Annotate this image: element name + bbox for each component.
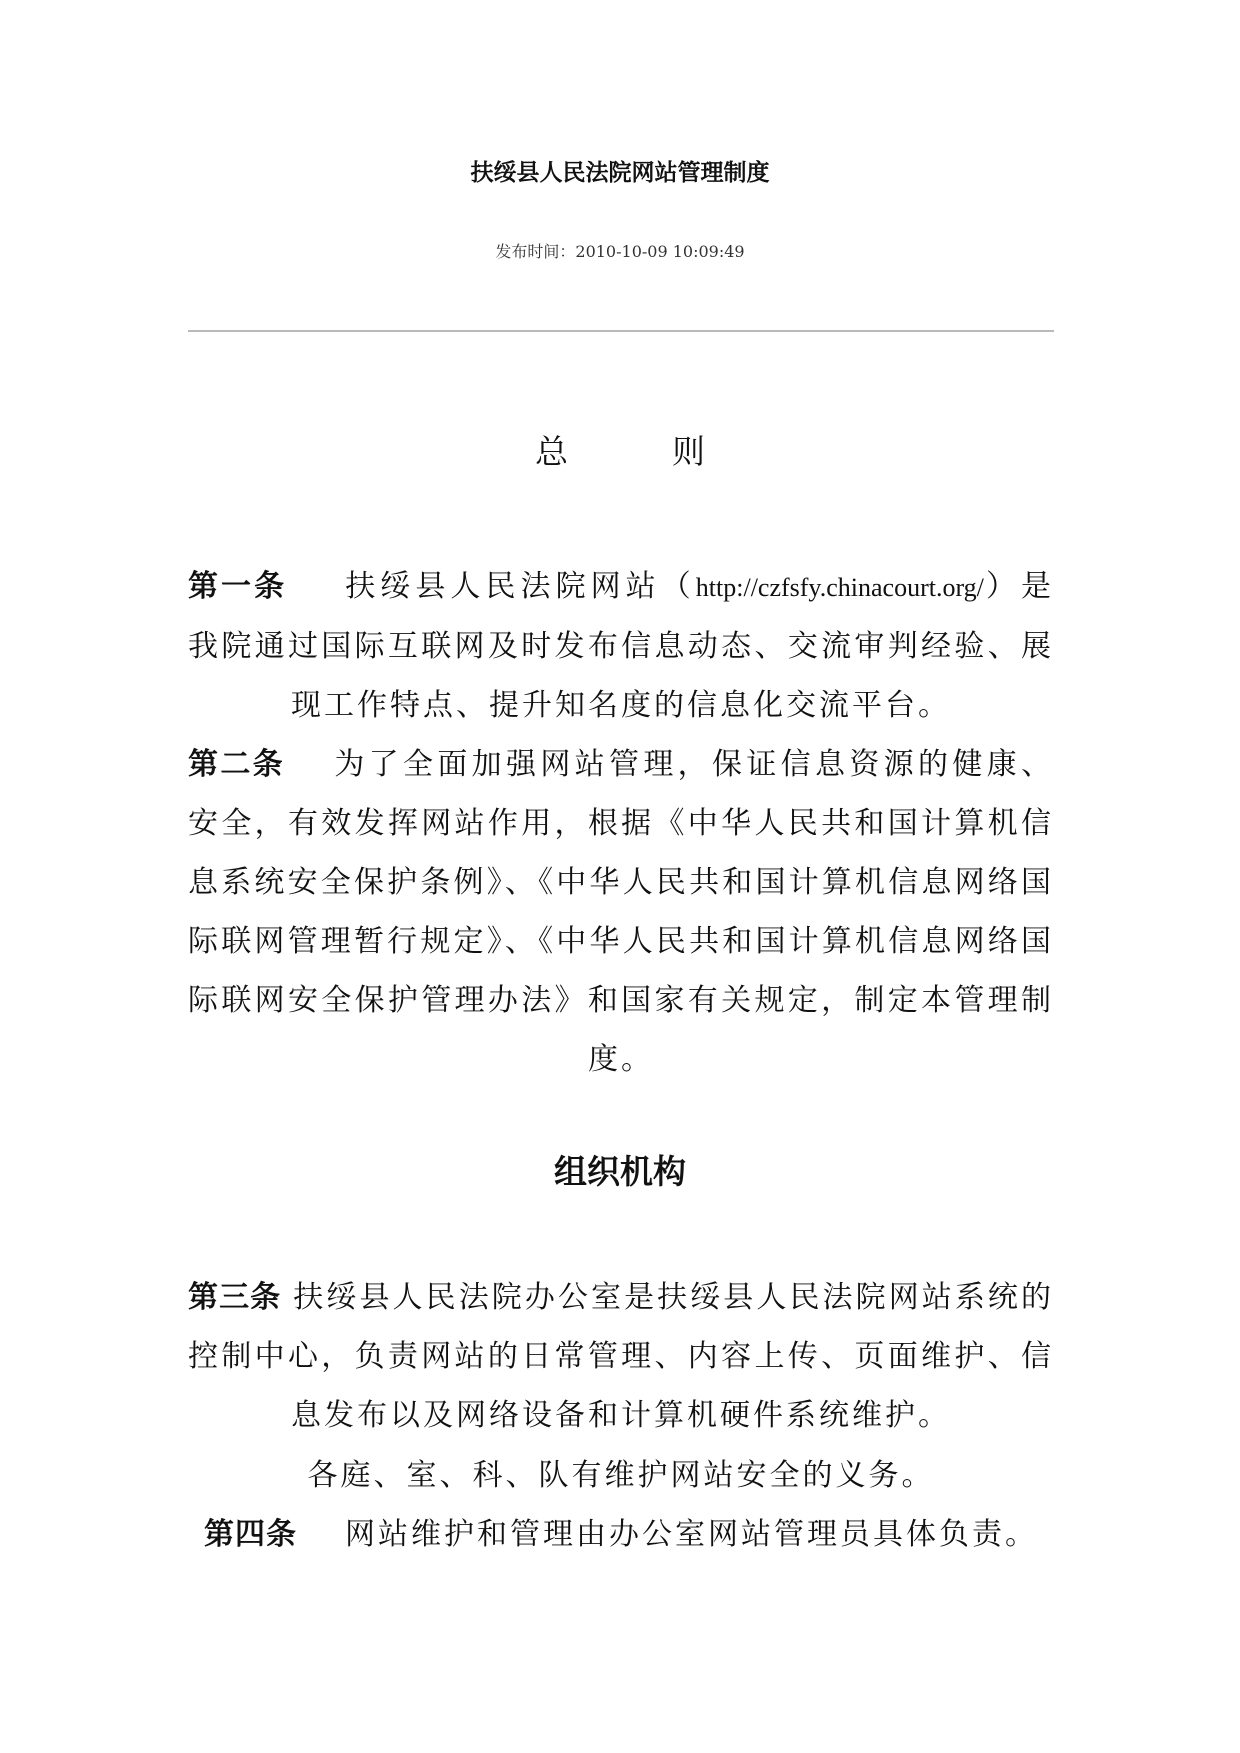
article-3-extra: 各庭、室、科、队有维护网站安全的义务。 [307, 1458, 935, 1493]
article-4-label: 第四条 [204, 1517, 297, 1552]
section-heading-organization: 组织机构 [554, 1152, 686, 1191]
article-1 [188, 557, 1054, 735]
article-1-text-before-url: 扶绥县人民法院网站（ [343, 569, 696, 604]
article-1-text-after-url: ）是我院通过国际互联网及时发布信息动态、交流审判经验、展现工作特点、提升知名度的信息化交流平台。 [188, 569, 1055, 723]
heading-general-left: 总 [535, 432, 568, 471]
heading-general-right: 则 [672, 432, 705, 471]
article-3-text: 扶绥县人民法院办公室是扶绥县人民法院网站系统的控制中心，负责网站的日常管理、内容上传、页面维护、信息发布以及网络设备和计算机硬件系统维护。 [188, 1280, 1055, 1433]
article-3 [188, 1268, 1054, 1445]
article-1-url: http://czfsfy.chinacourt.org/ [695, 573, 984, 602]
article-2-label: 第二条 [188, 747, 285, 782]
article-2 [188, 735, 1054, 1089]
article-2-text: 为了全面加强网站管理，保证信息资源的健康、安全，有效发挥网站作用，根据《中华人民共和国计算机信息系统安全保护条例》、《中华人民共和国计算机信息网络国际联网管理暂行规定》、《中华人民共和国计算机信息网络国际联网安全保护管理办法》和国家有关规定，制定本管理制度。 [188, 747, 1054, 1077]
publish-time: 发布时间：2010-10-09 10:09:49 [495, 242, 745, 261]
article-1-label: 第一条 [188, 569, 288, 604]
article-4 [188, 1505, 1054, 1564]
document-title: 扶绥县人民法院网站管理制度 [470, 159, 770, 186]
title-divider [188, 330, 1054, 332]
article-4-text: 网站维护和管理由办公室网站管理员具体负责。 [345, 1517, 1038, 1552]
article-3-label: 第三条 [188, 1280, 282, 1315]
section-heading-general [0, 430, 1240, 474]
